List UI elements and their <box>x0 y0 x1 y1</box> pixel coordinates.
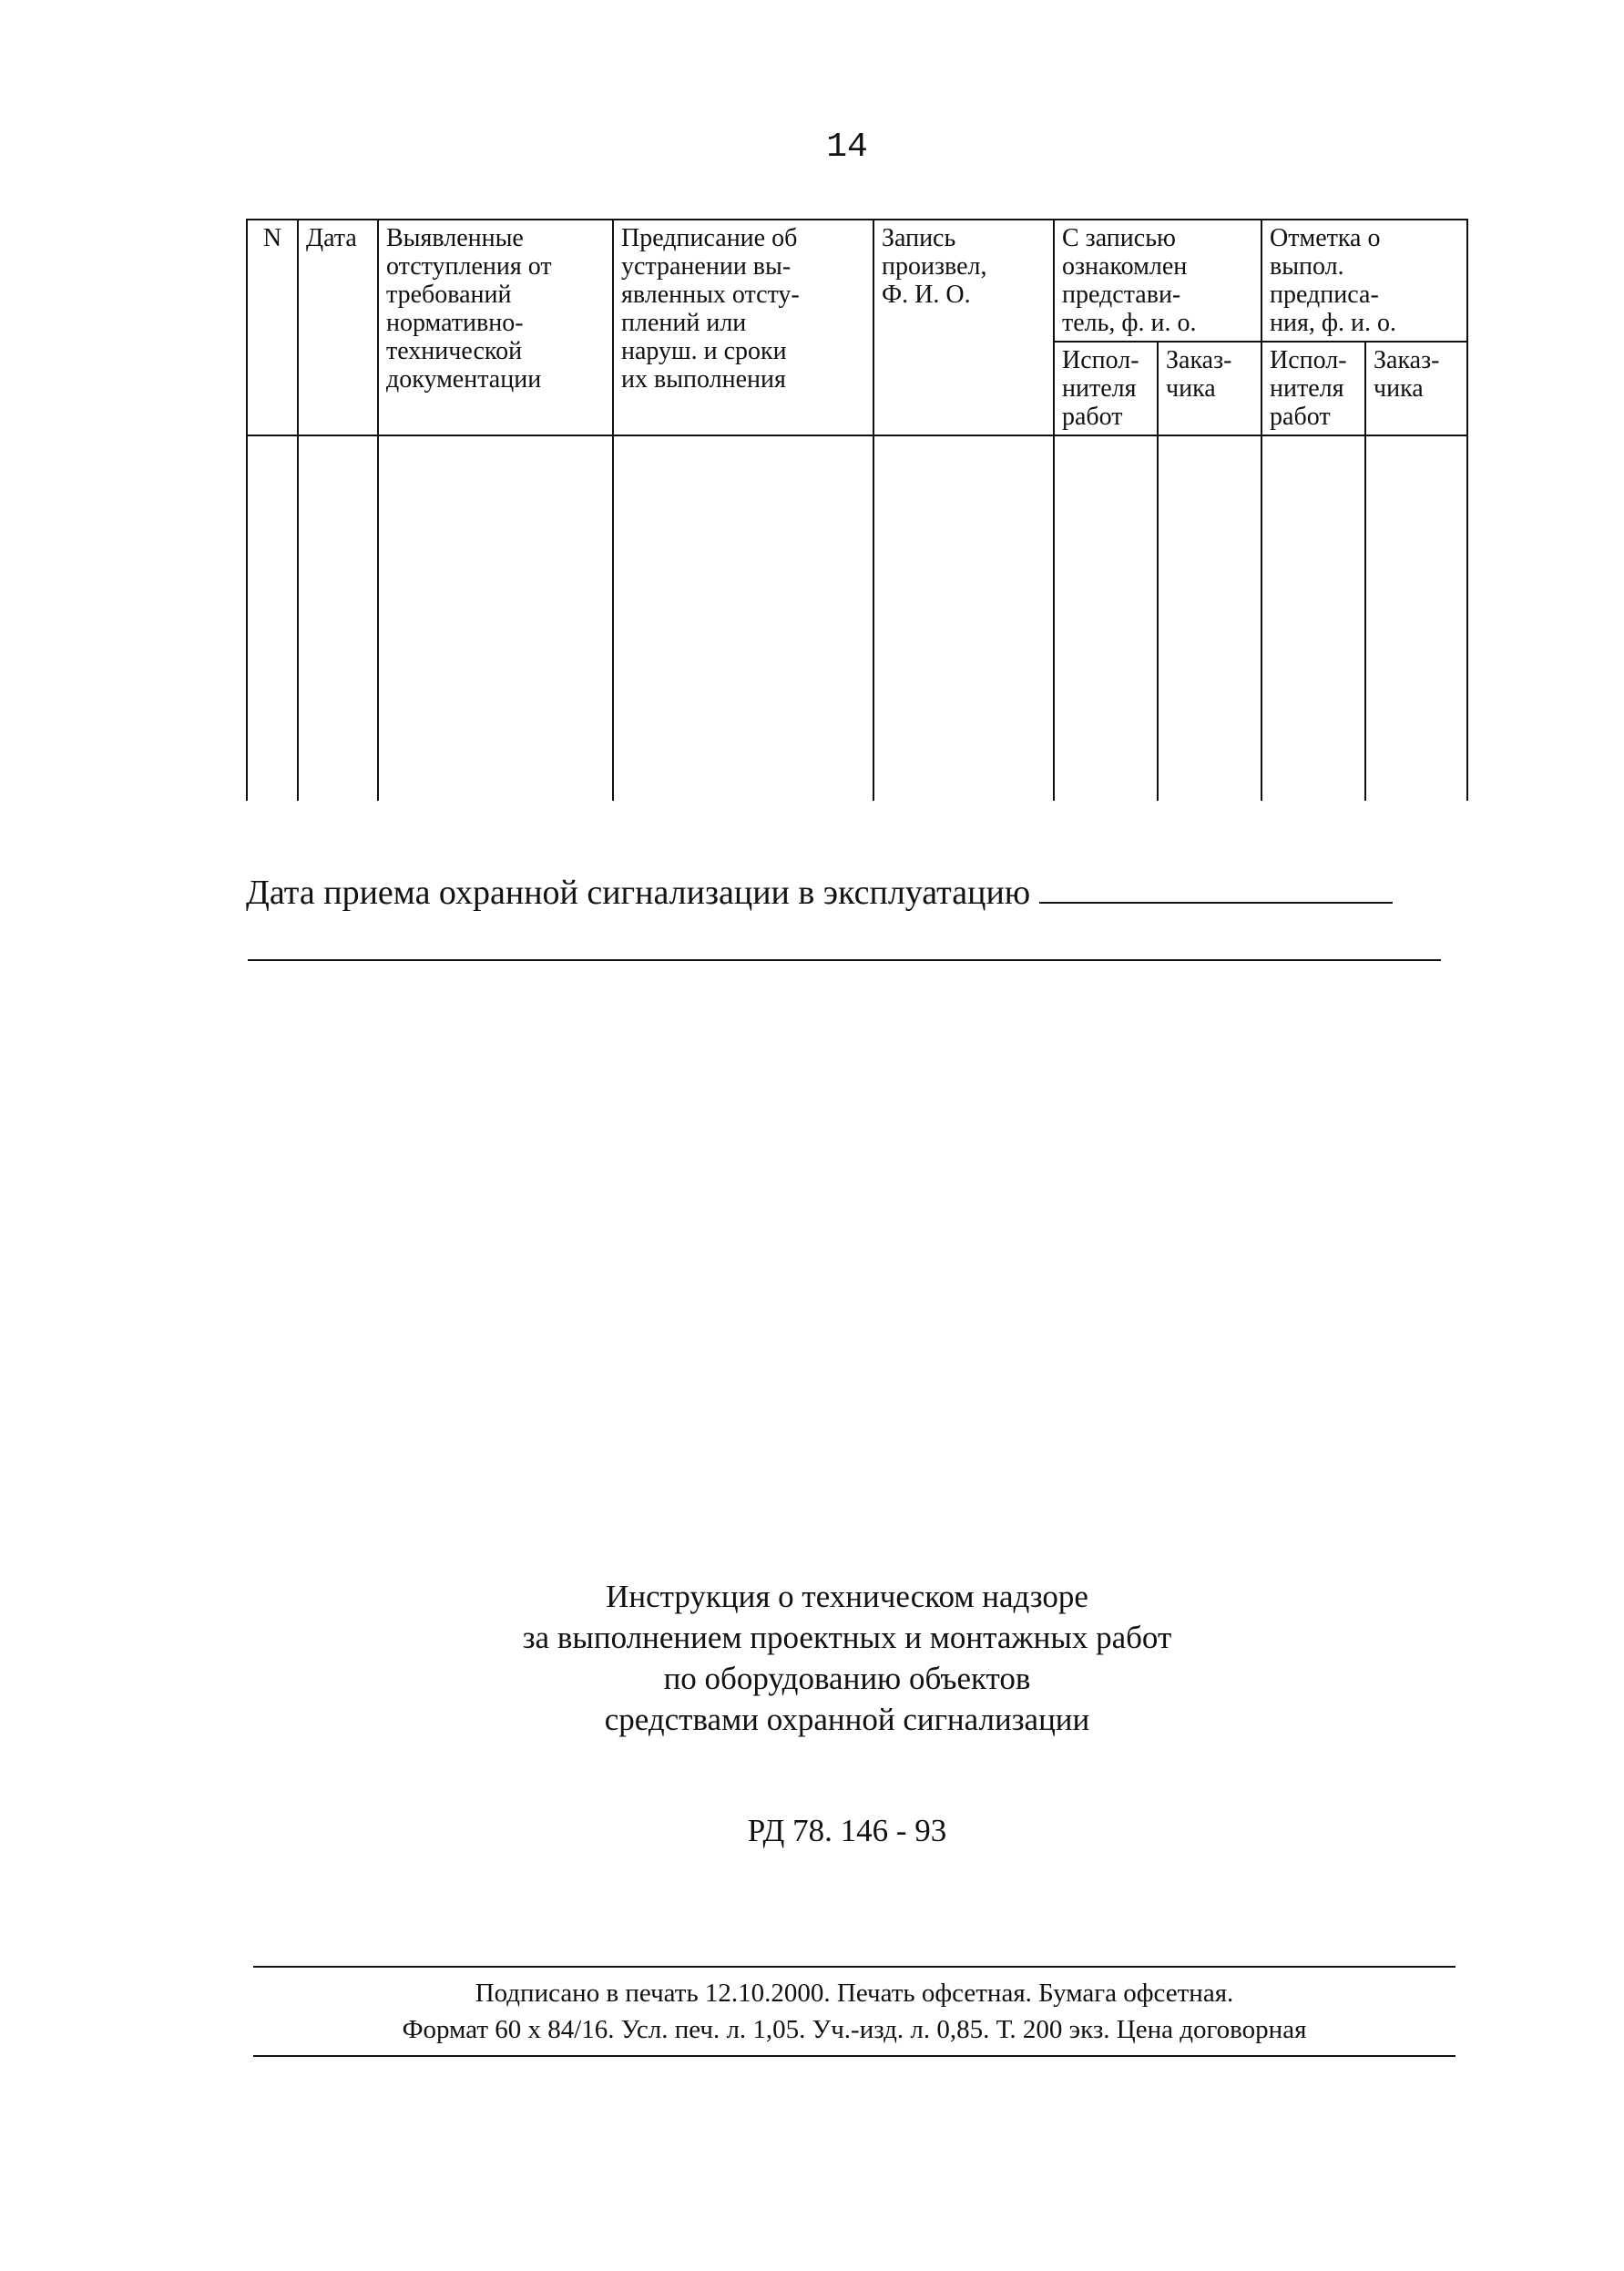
header-line: Ф. И. О. <box>882 281 971 309</box>
header-number: N <box>247 220 298 435</box>
cell-prescription <box>613 435 873 801</box>
acceptance-date-underline <box>248 959 1441 961</box>
cell-number <box>247 435 298 801</box>
header-date: Дата <box>298 220 378 435</box>
header-line: ния, ф. и. о. <box>1270 309 1396 337</box>
header-line: Выявленные <box>386 224 524 252</box>
imprint <box>253 1975 1455 2048</box>
header-line: нителя <box>1270 374 1344 403</box>
header-line: устранении вы- <box>621 252 792 281</box>
header-acquainted <box>1054 220 1261 342</box>
table-row <box>247 435 1467 801</box>
header-recorded-by <box>873 220 1054 435</box>
header-line: нителя <box>1062 374 1137 403</box>
cell-deviations <box>378 435 613 801</box>
header-line: документации <box>386 365 542 394</box>
header-line: представи- <box>1062 281 1181 309</box>
cell-completion-customer <box>1365 435 1467 801</box>
header-completion-mark <box>1261 220 1467 342</box>
header-acquainted-contractor <box>1054 342 1158 435</box>
header-line: чика <box>1166 374 1216 403</box>
header-line: явленных отсту- <box>621 281 800 309</box>
header-line: нормативно- <box>386 309 524 337</box>
header-completion-customer <box>1365 342 1467 435</box>
cell-completion-contractor <box>1261 435 1365 801</box>
header-line: предписа- <box>1270 281 1379 309</box>
header-acquainted-customer <box>1158 342 1261 435</box>
header-deviations <box>378 220 613 435</box>
header-line: Предписание об <box>621 224 798 252</box>
header-line: Испол- <box>1062 346 1139 374</box>
header-line: ознакомлен <box>1062 252 1188 281</box>
header-line: Заказ- <box>1166 346 1232 374</box>
acceptance-date-line <box>246 873 1393 913</box>
header-line: Отметка о <box>1270 224 1381 252</box>
header-line: чика <box>1374 374 1424 403</box>
cell-acquainted-customer <box>1158 435 1261 801</box>
cell-acquainted-contractor <box>1054 435 1158 801</box>
header-line: технической <box>386 337 523 365</box>
imprint-top-rule <box>253 1966 1455 1968</box>
imprint-line: Подписано в печать 12.10.2000. Печать офсетная. Бумага офсетная. <box>475 1979 1234 2008</box>
header-line: Испол- <box>1270 346 1347 374</box>
inspection-journal-table <box>246 219 1468 801</box>
header-line: работ <box>1062 403 1123 431</box>
document-code: РД 78. 146 - 93 <box>747 1813 947 1848</box>
header-line: С записью <box>1062 224 1176 252</box>
header-line: наруш. и сроки <box>621 337 787 365</box>
instruction-title-line: Инструкция о техническом надзоре <box>606 1579 1088 1614</box>
instruction-title-line: за выполнением проектных и монтажных работ <box>522 1620 1172 1655</box>
instruction-title-line: средствами охранной сигнализации <box>604 1702 1090 1737</box>
header-line: произвел, <box>882 252 987 281</box>
page-number: 14 <box>826 128 868 167</box>
instruction-title <box>0 1576 1624 1740</box>
header-line: их выполнения <box>621 365 786 394</box>
acceptance-date-blank <box>1039 875 1393 904</box>
header-line: Запись <box>882 224 956 252</box>
header-line: плений или <box>621 309 747 337</box>
header-line: работ <box>1270 403 1331 431</box>
acceptance-date-label: Дата приема охранной сигнализации в эксплуатацию <box>246 874 1031 912</box>
header-line: требований <box>386 281 512 309</box>
instruction-title-line: по оборудованию объектов <box>663 1661 1031 1696</box>
header-line: Заказ- <box>1374 346 1440 374</box>
cell-recorded-by <box>873 435 1054 801</box>
header-line: тель, ф. и. о. <box>1062 309 1197 337</box>
header-line: отступления от <box>386 252 552 281</box>
header-line: выпол. <box>1270 252 1344 281</box>
imprint-line: Формат 60 х 84/16. Усл. печ. л. 1,05. Уч.-изд. л. 0,85. Т. 200 экз. Цена договорная <box>402 2015 1307 2044</box>
cell-date <box>298 435 378 801</box>
header-prescription <box>613 220 873 435</box>
header-completion-contractor <box>1261 342 1365 435</box>
imprint-bottom-rule <box>253 2055 1455 2057</box>
